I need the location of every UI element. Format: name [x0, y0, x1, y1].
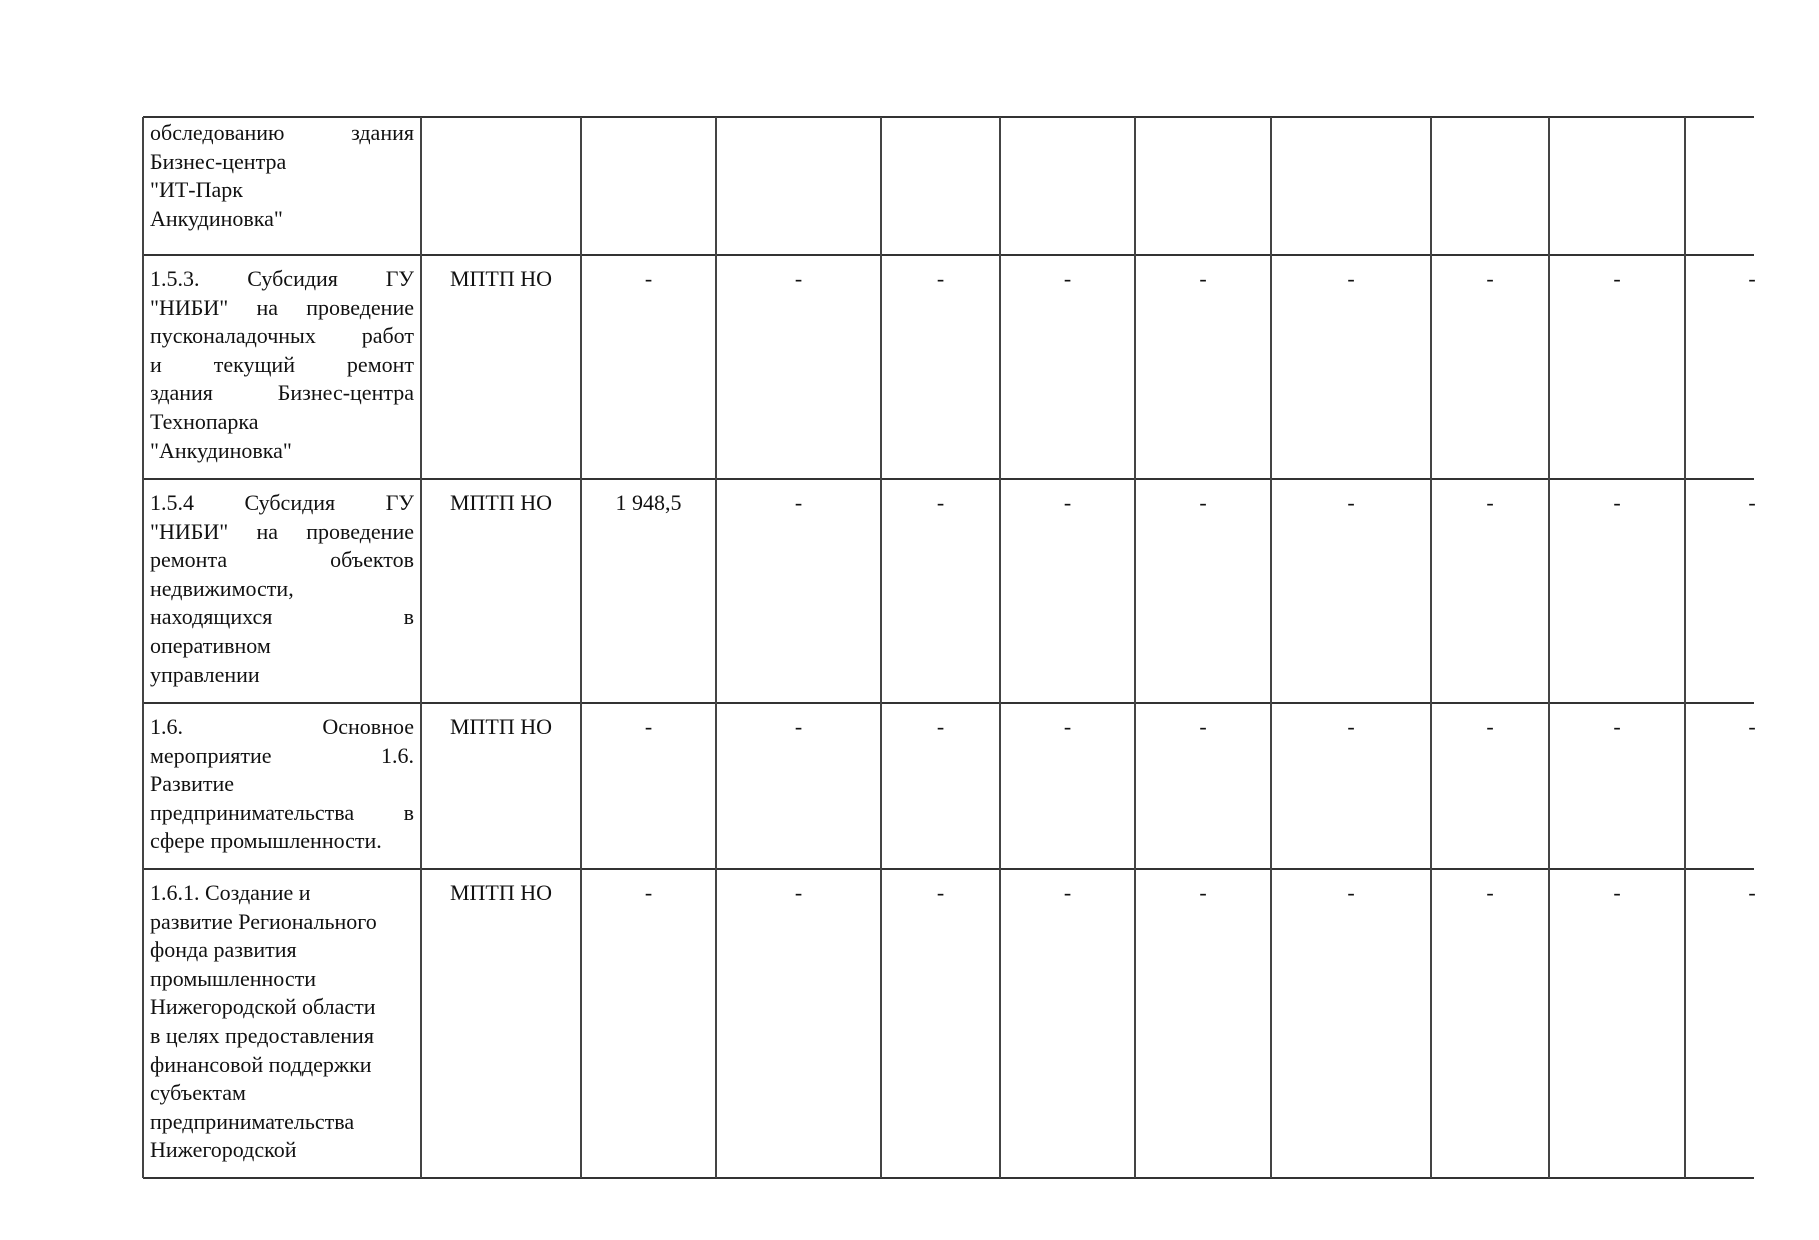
funding-value-cell: -: [1063, 266, 1072, 291]
description-line: сфере промышленности.: [150, 828, 382, 854]
description-line: управлении: [150, 661, 260, 687]
funding-value-cell: -: [1486, 714, 1494, 739]
description-line: Анкудиновка": [150, 205, 283, 231]
funding-value-cell: [716, 117, 881, 127]
funding-value-cell: -: [1748, 714, 1756, 739]
funding-value-cell: -: [936, 266, 945, 291]
description-line: фонда развития: [150, 937, 297, 963]
funding-value-cell: -: [1748, 490, 1756, 515]
description-line: 1.5.4 Субсидия ГУ: [150, 490, 414, 515]
funding-value-cell: [581, 117, 716, 127]
description-line: "ИТ-Парк: [150, 177, 243, 203]
measure-description-cell: [143, 117, 421, 255]
funding-value-cell: -: [1486, 490, 1494, 515]
description-line: оперативном: [150, 632, 271, 658]
description-line: 1.6.1. Создание и: [150, 880, 311, 905]
funding-value-cell: [1135, 117, 1271, 127]
funding-value-cell: -: [1613, 266, 1621, 291]
funding-value-cell: -: [1613, 490, 1621, 515]
funding-value-cell: -: [794, 714, 803, 739]
executor-cell: МПТП НО: [449, 490, 553, 515]
funding-value-cell: -: [1063, 490, 1072, 515]
funding-value-cell: -: [1486, 880, 1494, 905]
funding-value-cell: -: [1613, 714, 1621, 739]
description-line: в целях предоставления: [150, 1022, 374, 1048]
funding-value-cell: -: [1199, 880, 1207, 905]
description-line: мероприятие 1.6.: [150, 742, 414, 768]
description-line: 1.5.3. Субсидия ГУ: [150, 266, 414, 291]
description-line: и текущий ремонт: [150, 351, 414, 377]
funding-value-cell: -: [1199, 490, 1207, 515]
description-line: Нижегородской: [150, 1137, 297, 1163]
executor-cell: МПТП НО: [449, 880, 553, 905]
funding-value-cell: -: [1199, 266, 1207, 291]
funding-value-cell: 1 948,5: [615, 490, 682, 515]
funding-value-cell: -: [644, 266, 653, 291]
funding-value-cell: -: [1347, 880, 1355, 905]
description-line: "НИБИ" на проведение: [150, 518, 414, 544]
description-line: "НИБИ" на проведение: [150, 294, 414, 320]
funding-value-cell: -: [1748, 880, 1756, 905]
funding-value-cell: -: [936, 490, 945, 515]
funding-value-cell: [1431, 117, 1549, 127]
description-line: субъектам: [150, 1080, 246, 1106]
description-line: "Анкудиновка": [150, 437, 292, 463]
description-line: пусконаладочных работ: [150, 323, 414, 349]
funding-value-cell: -: [644, 880, 653, 905]
funding-value-cell: -: [1486, 266, 1494, 291]
description-line: Развитие: [150, 771, 235, 797]
description-line: ремонта объектов: [150, 547, 414, 573]
executor-cell: МПТП НО: [449, 266, 553, 291]
funding-value-cell: -: [1613, 880, 1621, 905]
funding-value-cell: -: [1063, 714, 1072, 739]
description-line: находящихся в: [150, 604, 414, 630]
measure-description-cell: [143, 255, 421, 479]
funding-value-cell: -: [1347, 490, 1355, 515]
description-line: 1.6. Основное: [150, 714, 414, 739]
description-line: обследованию здания: [150, 120, 414, 145]
description-line: здания Бизнес-центра: [150, 380, 414, 406]
executor-cell: МПТП НО: [449, 714, 553, 739]
funding-value-cell: -: [1347, 714, 1355, 739]
funding-value-cell: [881, 117, 1000, 127]
description-line: промышленности: [150, 965, 316, 991]
description-line: недвижимости,: [150, 575, 294, 601]
funding-value-cell: -: [794, 266, 803, 291]
funding-value-cell: -: [794, 880, 803, 905]
funding-value-cell: -: [1748, 266, 1756, 291]
description-line: финансовой поддержки: [150, 1051, 372, 1077]
measure-description-cell: [143, 869, 421, 1178]
description-line: предпринимательства в: [150, 799, 414, 825]
measure-description-cell: [143, 479, 421, 703]
funding-value-cell: -: [794, 490, 803, 515]
funding-value-cell: [1685, 117, 1819, 127]
description-line: Нижегородской области: [150, 994, 376, 1020]
measure-description-cell: [143, 703, 421, 869]
funding-value-cell: -: [1199, 714, 1207, 739]
funding-value-cell: -: [1063, 880, 1072, 905]
description-line: Технопарка: [150, 408, 259, 434]
executor-cell: [421, 117, 581, 127]
funding-value-cell: -: [936, 880, 945, 905]
funding-value-cell: -: [936, 714, 945, 739]
funding-value-cell: [1271, 117, 1431, 127]
funding-value-cell: [1000, 117, 1135, 127]
funding-value-cell: -: [644, 714, 653, 739]
funding-value-cell: [1549, 117, 1685, 127]
description-line: предпринимательства: [150, 1108, 355, 1134]
description-line: развитие Регионального: [150, 908, 377, 934]
funding-value-cell: -: [1347, 266, 1355, 291]
description-line: Бизнес-центра: [150, 148, 287, 174]
